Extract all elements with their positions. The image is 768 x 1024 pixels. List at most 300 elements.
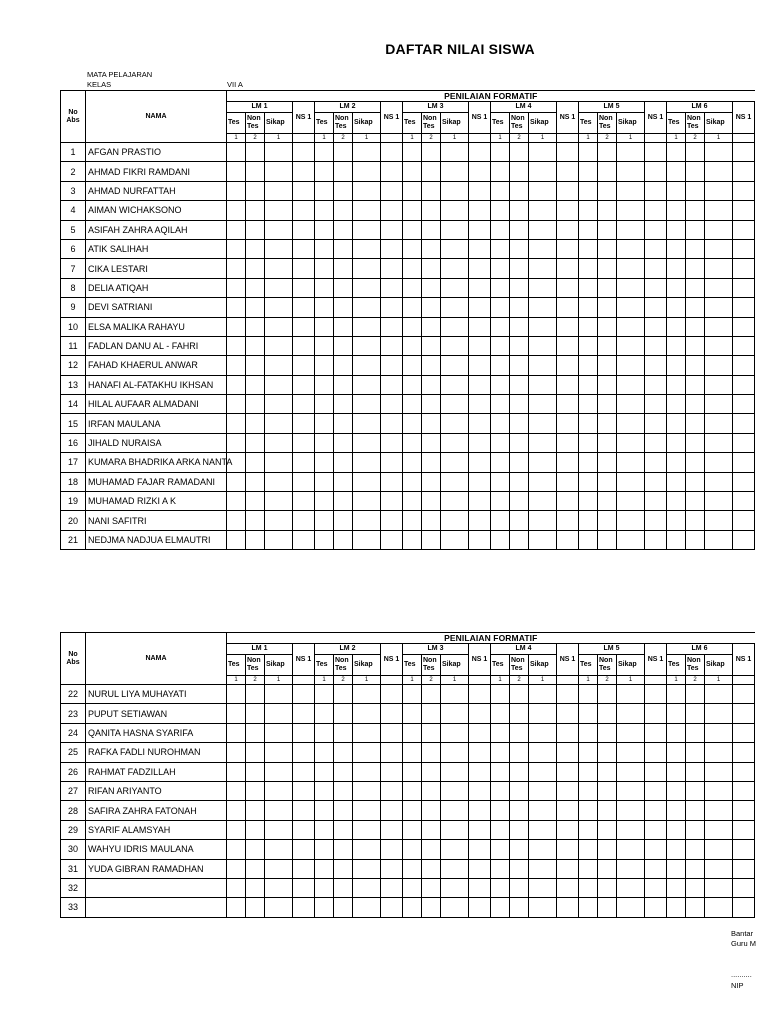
grade-cell[interactable]	[227, 530, 246, 549]
grade-cell[interactable]	[246, 492, 265, 511]
grade-cell[interactable]	[510, 220, 529, 239]
grade-cell[interactable]	[557, 840, 579, 859]
grade-cell[interactable]	[645, 433, 667, 452]
grade-cell[interactable]	[381, 414, 403, 433]
grade-cell[interactable]	[598, 511, 617, 530]
grade-cell[interactable]	[491, 298, 510, 317]
grade-cell[interactable]	[529, 453, 557, 472]
grade-cell[interactable]	[265, 317, 293, 336]
grade-cell[interactable]	[529, 220, 557, 239]
grade-cell[interactable]	[645, 375, 667, 394]
grade-cell[interactable]	[469, 259, 491, 278]
grade-cell[interactable]	[441, 259, 469, 278]
grade-cell[interactable]	[491, 414, 510, 433]
grade-cell[interactable]	[529, 781, 557, 800]
grade-cell[interactable]	[334, 414, 353, 433]
grade-cell[interactable]	[293, 878, 315, 897]
grade-cell[interactable]	[491, 878, 510, 897]
grade-cell[interactable]	[315, 781, 334, 800]
grade-cell[interactable]	[227, 511, 246, 530]
grade-cell[interactable]	[353, 239, 381, 258]
grade-cell[interactable]	[334, 820, 353, 839]
grade-cell[interactable]	[403, 375, 422, 394]
grade-cell[interactable]	[246, 472, 265, 491]
grade-cell[interactable]	[227, 801, 246, 820]
grade-cell[interactable]	[686, 898, 705, 917]
grade-cell[interactable]	[667, 530, 686, 549]
grade-cell[interactable]	[403, 801, 422, 820]
grade-cell[interactable]	[246, 723, 265, 742]
grade-cell[interactable]	[227, 278, 246, 297]
grade-cell[interactable]	[491, 239, 510, 258]
grade-cell[interactable]	[403, 220, 422, 239]
grade-cell[interactable]	[733, 898, 755, 917]
grade-cell[interactable]	[353, 356, 381, 375]
grade-cell[interactable]	[334, 453, 353, 472]
grade-cell[interactable]	[227, 781, 246, 800]
grade-cell[interactable]	[469, 414, 491, 433]
grade-cell[interactable]	[334, 898, 353, 917]
grade-cell[interactable]	[353, 336, 381, 355]
grade-cell[interactable]	[667, 801, 686, 820]
grade-cell[interactable]	[733, 181, 755, 200]
grade-cell[interactable]	[617, 820, 645, 839]
grade-cell[interactable]	[645, 859, 667, 878]
grade-cell[interactable]	[733, 414, 755, 433]
grade-cell[interactable]	[579, 317, 598, 336]
grade-cell[interactable]	[265, 336, 293, 355]
grade-cell[interactable]	[441, 511, 469, 530]
grade-cell[interactable]	[617, 181, 645, 200]
grade-cell[interactable]	[334, 395, 353, 414]
grade-cell[interactable]	[422, 317, 441, 336]
grade-cell[interactable]	[510, 704, 529, 723]
grade-cell[interactable]	[246, 259, 265, 278]
grade-cell[interactable]	[227, 878, 246, 897]
grade-cell[interactable]	[441, 375, 469, 394]
grade-cell[interactable]	[686, 375, 705, 394]
grade-cell[interactable]	[227, 356, 246, 375]
grade-cell[interactable]	[491, 181, 510, 200]
grade-cell[interactable]	[315, 762, 334, 781]
grade-cell[interactable]	[529, 298, 557, 317]
grade-cell[interactable]	[422, 530, 441, 549]
grade-cell[interactable]	[246, 143, 265, 162]
grade-cell[interactable]	[441, 239, 469, 258]
grade-cell[interactable]	[246, 840, 265, 859]
grade-cell[interactable]	[667, 472, 686, 491]
grade-cell[interactable]	[617, 530, 645, 549]
grade-cell[interactable]	[733, 433, 755, 452]
grade-cell[interactable]	[667, 414, 686, 433]
grade-cell[interactable]	[529, 530, 557, 549]
grade-cell[interactable]	[579, 162, 598, 181]
grade-cell[interactable]	[334, 685, 353, 704]
grade-cell[interactable]	[353, 530, 381, 549]
grade-cell[interactable]	[246, 317, 265, 336]
grade-cell[interactable]	[469, 317, 491, 336]
grade-cell[interactable]	[686, 201, 705, 220]
grade-cell[interactable]	[227, 336, 246, 355]
grade-cell[interactable]	[617, 453, 645, 472]
grade-cell[interactable]	[469, 395, 491, 414]
grade-cell[interactable]	[353, 898, 381, 917]
grade-cell[interactable]	[645, 801, 667, 820]
grade-cell[interactable]	[403, 859, 422, 878]
grade-cell[interactable]	[293, 840, 315, 859]
grade-cell[interactable]	[265, 743, 293, 762]
grade-cell[interactable]	[381, 898, 403, 917]
grade-cell[interactable]	[705, 259, 733, 278]
grade-cell[interactable]	[381, 375, 403, 394]
grade-cell[interactable]	[491, 859, 510, 878]
grade-cell[interactable]	[422, 259, 441, 278]
grade-cell[interactable]	[353, 317, 381, 336]
grade-cell[interactable]	[353, 781, 381, 800]
grade-cell[interactable]	[353, 395, 381, 414]
grade-cell[interactable]	[227, 181, 246, 200]
grade-cell[interactable]	[617, 685, 645, 704]
grade-cell[interactable]	[315, 820, 334, 839]
grade-cell[interactable]	[422, 743, 441, 762]
grade-cell[interactable]	[353, 820, 381, 839]
grade-cell[interactable]	[381, 395, 403, 414]
grade-cell[interactable]	[510, 820, 529, 839]
grade-cell[interactable]	[733, 162, 755, 181]
grade-cell[interactable]	[557, 801, 579, 820]
grade-cell[interactable]	[334, 143, 353, 162]
grade-cell[interactable]	[381, 762, 403, 781]
grade-cell[interactable]	[557, 723, 579, 742]
grade-cell[interactable]	[557, 317, 579, 336]
grade-cell[interactable]	[705, 414, 733, 433]
grade-cell[interactable]	[686, 492, 705, 511]
grade-cell[interactable]	[617, 162, 645, 181]
grade-cell[interactable]	[645, 530, 667, 549]
grade-cell[interactable]	[491, 762, 510, 781]
grade-cell[interactable]	[315, 239, 334, 258]
grade-cell[interactable]	[315, 530, 334, 549]
grade-cell[interactable]	[667, 762, 686, 781]
grade-cell[interactable]	[265, 239, 293, 258]
grade-cell[interactable]	[403, 704, 422, 723]
grade-cell[interactable]	[510, 530, 529, 549]
grade-cell[interactable]	[441, 298, 469, 317]
grade-cell[interactable]	[227, 317, 246, 336]
grade-cell[interactable]	[557, 239, 579, 258]
grade-cell[interactable]	[315, 878, 334, 897]
grade-cell[interactable]	[667, 395, 686, 414]
grade-cell[interactable]	[227, 685, 246, 704]
grade-cell[interactable]	[598, 453, 617, 472]
grade-cell[interactable]	[667, 453, 686, 472]
grade-cell[interactable]	[598, 472, 617, 491]
grade-cell[interactable]	[334, 433, 353, 452]
grade-cell[interactable]	[491, 433, 510, 452]
grade-cell[interactable]	[293, 356, 315, 375]
grade-cell[interactable]	[246, 414, 265, 433]
grade-cell[interactable]	[293, 162, 315, 181]
grade-cell[interactable]	[315, 898, 334, 917]
grade-cell[interactable]	[353, 704, 381, 723]
grade-cell[interactable]	[557, 278, 579, 297]
grade-cell[interactable]	[686, 143, 705, 162]
grade-cell[interactable]	[579, 298, 598, 317]
grade-cell[interactable]	[381, 181, 403, 200]
grade-cell[interactable]	[617, 298, 645, 317]
grade-cell[interactable]	[422, 375, 441, 394]
grade-cell[interactable]	[403, 433, 422, 452]
grade-cell[interactable]	[403, 356, 422, 375]
grade-cell[interactable]	[381, 453, 403, 472]
grade-cell[interactable]	[422, 492, 441, 511]
grade-cell[interactable]	[733, 395, 755, 414]
grade-cell[interactable]	[598, 298, 617, 317]
grade-cell[interactable]	[557, 511, 579, 530]
grade-cell[interactable]	[441, 840, 469, 859]
grade-cell[interactable]	[315, 395, 334, 414]
grade-cell[interactable]	[381, 336, 403, 355]
grade-cell[interactable]	[353, 278, 381, 297]
grade-cell[interactable]	[315, 685, 334, 704]
grade-cell[interactable]	[705, 201, 733, 220]
grade-cell[interactable]	[598, 433, 617, 452]
grade-cell[interactable]	[705, 723, 733, 742]
grade-cell[interactable]	[315, 472, 334, 491]
grade-cell[interactable]	[667, 298, 686, 317]
grade-cell[interactable]	[422, 859, 441, 878]
grade-cell[interactable]	[529, 723, 557, 742]
grade-cell[interactable]	[315, 162, 334, 181]
grade-cell[interactable]	[510, 511, 529, 530]
grade-cell[interactable]	[705, 685, 733, 704]
grade-cell[interactable]	[334, 298, 353, 317]
grade-cell[interactable]	[598, 201, 617, 220]
grade-cell[interactable]	[733, 375, 755, 394]
grade-cell[interactable]	[381, 840, 403, 859]
grade-cell[interactable]	[422, 239, 441, 258]
grade-cell[interactable]	[422, 898, 441, 917]
grade-cell[interactable]	[265, 375, 293, 394]
grade-cell[interactable]	[645, 472, 667, 491]
grade-cell[interactable]	[246, 453, 265, 472]
grade-cell[interactable]	[579, 356, 598, 375]
grade-cell[interactable]	[579, 201, 598, 220]
grade-cell[interactable]	[598, 317, 617, 336]
grade-cell[interactable]	[491, 220, 510, 239]
grade-cell[interactable]	[579, 820, 598, 839]
grade-cell[interactable]	[334, 375, 353, 394]
grade-cell[interactable]	[353, 801, 381, 820]
grade-cell[interactable]	[441, 278, 469, 297]
grade-cell[interactable]	[510, 356, 529, 375]
grade-cell[interactable]	[469, 433, 491, 452]
grade-cell[interactable]	[529, 840, 557, 859]
grade-cell[interactable]	[227, 743, 246, 762]
grade-cell[interactable]	[315, 704, 334, 723]
grade-cell[interactable]	[422, 181, 441, 200]
grade-cell[interactable]	[334, 472, 353, 491]
grade-cell[interactable]	[491, 781, 510, 800]
grade-cell[interactable]	[491, 685, 510, 704]
grade-cell[interactable]	[381, 492, 403, 511]
grade-cell[interactable]	[579, 723, 598, 742]
grade-cell[interactable]	[705, 220, 733, 239]
grade-cell[interactable]	[246, 336, 265, 355]
grade-cell[interactable]	[510, 898, 529, 917]
grade-cell[interactable]	[579, 453, 598, 472]
grade-cell[interactable]	[353, 878, 381, 897]
grade-cell[interactable]	[441, 704, 469, 723]
grade-cell[interactable]	[265, 820, 293, 839]
grade-cell[interactable]	[598, 336, 617, 355]
grade-cell[interactable]	[469, 143, 491, 162]
grade-cell[interactable]	[557, 201, 579, 220]
grade-cell[interactable]	[579, 859, 598, 878]
grade-cell[interactable]	[529, 414, 557, 433]
grade-cell[interactable]	[441, 356, 469, 375]
grade-cell[interactable]	[422, 781, 441, 800]
grade-cell[interactable]	[227, 820, 246, 839]
grade-cell[interactable]	[422, 723, 441, 742]
grade-cell[interactable]	[529, 356, 557, 375]
grade-cell[interactable]	[686, 878, 705, 897]
grade-cell[interactable]	[403, 259, 422, 278]
grade-cell[interactable]	[705, 511, 733, 530]
grade-cell[interactable]	[529, 898, 557, 917]
grade-cell[interactable]	[579, 181, 598, 200]
grade-cell[interactable]	[265, 781, 293, 800]
grade-cell[interactable]	[557, 704, 579, 723]
grade-cell[interactable]	[510, 239, 529, 258]
grade-cell[interactable]	[334, 239, 353, 258]
grade-cell[interactable]	[265, 395, 293, 414]
grade-cell[interactable]	[381, 239, 403, 258]
grade-cell[interactable]	[598, 414, 617, 433]
grade-cell[interactable]	[441, 336, 469, 355]
grade-cell[interactable]	[617, 704, 645, 723]
grade-cell[interactable]	[645, 356, 667, 375]
grade-cell[interactable]	[293, 433, 315, 452]
grade-cell[interactable]	[293, 317, 315, 336]
grade-cell[interactable]	[686, 278, 705, 297]
grade-cell[interactable]	[246, 781, 265, 800]
grade-cell[interactable]	[510, 685, 529, 704]
grade-cell[interactable]	[353, 375, 381, 394]
grade-cell[interactable]	[353, 511, 381, 530]
grade-cell[interactable]	[598, 162, 617, 181]
grade-cell[interactable]	[510, 181, 529, 200]
grade-cell[interactable]	[667, 511, 686, 530]
grade-cell[interactable]	[353, 492, 381, 511]
grade-cell[interactable]	[557, 472, 579, 491]
grade-cell[interactable]	[491, 336, 510, 355]
grade-cell[interactable]	[645, 820, 667, 839]
grade-cell[interactable]	[598, 143, 617, 162]
grade-cell[interactable]	[293, 336, 315, 355]
grade-cell[interactable]	[227, 220, 246, 239]
grade-cell[interactable]	[510, 336, 529, 355]
grade-cell[interactable]	[705, 336, 733, 355]
grade-cell[interactable]	[529, 878, 557, 897]
grade-cell[interactable]	[491, 201, 510, 220]
grade-cell[interactable]	[422, 278, 441, 297]
grade-cell[interactable]	[733, 143, 755, 162]
grade-cell[interactable]	[733, 801, 755, 820]
grade-cell[interactable]	[529, 259, 557, 278]
grade-cell[interactable]	[557, 375, 579, 394]
grade-cell[interactable]	[705, 375, 733, 394]
grade-cell[interactable]	[334, 704, 353, 723]
grade-cell[interactable]	[353, 181, 381, 200]
grade-cell[interactable]	[733, 762, 755, 781]
grade-cell[interactable]	[510, 317, 529, 336]
grade-cell[interactable]	[265, 492, 293, 511]
grade-cell[interactable]	[510, 395, 529, 414]
grade-cell[interactable]	[579, 801, 598, 820]
grade-cell[interactable]	[265, 414, 293, 433]
grade-cell[interactable]	[579, 511, 598, 530]
grade-cell[interactable]	[403, 143, 422, 162]
grade-cell[interactable]	[491, 723, 510, 742]
grade-cell[interactable]	[733, 820, 755, 839]
grade-cell[interactable]	[293, 781, 315, 800]
grade-cell[interactable]	[315, 375, 334, 394]
grade-cell[interactable]	[422, 356, 441, 375]
grade-cell[interactable]	[617, 859, 645, 878]
grade-cell[interactable]	[315, 317, 334, 336]
grade-cell[interactable]	[381, 530, 403, 549]
grade-cell[interactable]	[705, 530, 733, 549]
grade-cell[interactable]	[441, 762, 469, 781]
grade-cell[interactable]	[265, 453, 293, 472]
grade-cell[interactable]	[557, 453, 579, 472]
grade-cell[interactable]	[246, 820, 265, 839]
grade-cell[interactable]	[705, 317, 733, 336]
grade-cell[interactable]	[315, 492, 334, 511]
grade-cell[interactable]	[733, 781, 755, 800]
grade-cell[interactable]	[667, 336, 686, 355]
grade-cell[interactable]	[246, 395, 265, 414]
grade-cell[interactable]	[422, 453, 441, 472]
grade-cell[interactable]	[353, 859, 381, 878]
grade-cell[interactable]	[705, 239, 733, 258]
grade-cell[interactable]	[491, 278, 510, 297]
grade-cell[interactable]	[381, 820, 403, 839]
grade-cell[interactable]	[381, 859, 403, 878]
grade-cell[interactable]	[557, 336, 579, 355]
grade-cell[interactable]	[529, 181, 557, 200]
grade-cell[interactable]	[381, 472, 403, 491]
grade-cell[interactable]	[686, 685, 705, 704]
grade-cell[interactable]	[617, 511, 645, 530]
grade-cell[interactable]	[510, 259, 529, 278]
grade-cell[interactable]	[529, 433, 557, 452]
grade-cell[interactable]	[334, 781, 353, 800]
grade-cell[interactable]	[510, 414, 529, 433]
grade-cell[interactable]	[293, 704, 315, 723]
grade-cell[interactable]	[381, 278, 403, 297]
grade-cell[interactable]	[293, 762, 315, 781]
grade-cell[interactable]	[645, 723, 667, 742]
grade-cell[interactable]	[403, 511, 422, 530]
grade-cell[interactable]	[598, 395, 617, 414]
grade-cell[interactable]	[579, 220, 598, 239]
grade-cell[interactable]	[441, 530, 469, 549]
grade-cell[interactable]	[265, 878, 293, 897]
grade-cell[interactable]	[557, 356, 579, 375]
grade-cell[interactable]	[441, 878, 469, 897]
